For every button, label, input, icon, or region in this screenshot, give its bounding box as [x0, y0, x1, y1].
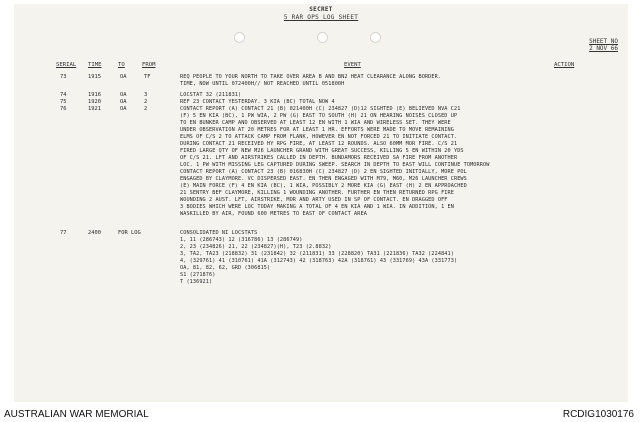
event-line: 3 BODIES WHICH WERE LOC TODAY MAKING A TOTAL OF 4 EN KIA AND 1 WIA. IN ADDITION, 1 EN: [180, 204, 454, 210]
sheet-no-label: SHEET NO: [589, 38, 618, 45]
to-cell: OA: [120, 92, 127, 98]
event-line: T (136921): [180, 279, 213, 285]
document-page: [14, 4, 628, 402]
col-to: TO: [118, 62, 125, 68]
event-line: 4, (329761) 41 (310761) 41A (312743) 42 (318763) 42A (318761) 43 (331769) 43A (331773): [180, 258, 458, 264]
serial-cell: 76: [60, 106, 67, 112]
from-cell: 3: [144, 92, 148, 98]
event-line: CONTACT REPORT (A) CONTACT 23 (B) 016830H (C) 234827 (D) 2 EN SIGHTED INITIALLY, MORE POL: [180, 169, 467, 175]
event-line: LOCSTAT 32 (211831): [180, 92, 242, 98]
to-cell: OA: [120, 74, 127, 80]
punch-hole: [317, 32, 328, 43]
event-line: 1, 11 (286743) 12 (316786) 13 (286749): [180, 237, 303, 243]
time-cell: 1921: [88, 106, 101, 112]
event-line: (F) 5 EN KIA (BC), 1 PW WIA, 2 PW (G) EAST TO SOUTH (H) 21 ON HEARING NOISES CLOSED UP: [180, 113, 458, 119]
col-action: ACTION: [554, 62, 575, 68]
to-cell: OA: [120, 99, 127, 105]
col-event: EVENT: [344, 62, 361, 68]
from-cell: 2: [144, 99, 148, 105]
serial-cell: 77: [60, 230, 67, 236]
event-line: REQ PEOPLE TO YOUR NORTH TO TAKE OVER AREA B AND BN2 HEAT CLEARANCE ALONG BORDER.: [180, 74, 442, 80]
serial-cell: 74: [60, 92, 67, 98]
event-line: CONSOLIDATED NI LOCSTATS: [180, 230, 258, 236]
to-cell: FOR LOG: [118, 230, 141, 236]
time-cell: 1916: [88, 92, 101, 98]
event-line: 21 SENTRY BEF CLAYMORE, KILLING 1 WOUNDING ANOTHER. FURTHER EN THEN RETURNED RPG FIRE: [180, 190, 454, 196]
event-line: TO EN BUNKER CAMP AND OBSERVED AT LEAST 12 EN WITH 1 WIA AND WIRELESS SET. THEY WERE: [180, 120, 451, 126]
event-line: REF 23 CONTACT YESTERDAY. 3 KIA (BC) TOTAL NOW 4: [180, 99, 335, 105]
punch-hole: [370, 32, 381, 43]
from-cell: TF: [144, 74, 151, 80]
event-line: ELMS OF C/S 2 TO ATTACK CAMP FROM FLANK, HOWEVER EN NOT FORCED 21 TO INITIATE CONTACT.: [180, 134, 458, 140]
classification: SECRET: [309, 6, 333, 13]
sheet-date: 2 NOV 66: [589, 45, 618, 52]
event-line: ENGAGED BY CLAYMORE. VC DISPERSED EAST. EN THEN ENGAGED WITH M79, M60, M26 LAUNCHER CREWS: [180, 176, 467, 182]
to-cell: OA: [120, 106, 127, 112]
time-cell: 1920: [88, 99, 101, 105]
event-line: (E) MAIN FORCE (F) 4 EN KIA (BC), 1 WIA, POSSIBLY 2 MORE KIA (G) EAST (H) 2 EN APPROACHED: [180, 183, 467, 189]
punch-hole: [234, 32, 245, 43]
col-from: FROM: [142, 62, 156, 68]
event-line: FIRED LARGE QTY OF NEW M26 LAUNCHER GRAND WITH GREAT SUCCESS, KILLING 5 EN WITHIN 20 YDS: [180, 148, 464, 154]
event-line: OA, 81, 82, 62, GRD (306815): [180, 265, 271, 271]
event-line: S1 (271876): [180, 272, 216, 278]
event-line: OF C/S 21. LFT AND AIRSTRIKES CALLED IN DEPTH. BUNDAMORS RECEIVED SA FIRE FROM ANOTHER: [180, 155, 458, 161]
event-line: CONTACT REPORT (A) CONTACT 21 (B) 021400H (C) 234827 (D)12 SIGHTED (E) BELIEVED NVA C21: [180, 106, 461, 112]
record-id: RCDIG1030176: [562, 409, 634, 420]
event-line: WOUNDING 2 AUST. LFT, AIRSTRIKE, MOR AND ARTY USED IN SP OF CONTACT. EN DRAGGED OFF: [180, 197, 448, 203]
source-credit: AUSTRALIAN WAR MEMORIAL: [4, 409, 149, 420]
col-time: TIME: [88, 62, 102, 68]
serial-cell: 73: [60, 74, 67, 80]
event-line: WASKILLED BY AIR, FOUND 600 METRES TO EAST OF CONTACT AREA: [180, 211, 367, 217]
from-cell: 2: [144, 106, 148, 112]
event-line: TIME, NOW UNTIL 072400H// NOT REACHED UNTIL 051800H: [180, 81, 345, 87]
event-line: 3, TA2, TA23 (218832) 31 (231842) 32 (211831) 33 (228820) TA31 (221836) TA32 (224841): [180, 251, 454, 257]
event-line: UNDER OBSERVATION AT 20 METRES FOR AT LEAST 1 HR. EFFORTS WERE MADE TO MOVE REMAINING: [180, 127, 454, 133]
col-serial: SERIAL: [56, 62, 77, 68]
serial-cell: 75: [60, 99, 67, 105]
time-cell: 2400: [88, 230, 101, 236]
log-sheet-title: 5 RAR OPS LOG SHEET: [283, 14, 359, 21]
event-line: 2, 23 (234826) 21, 22 (234827)(H), T23 (2.8832): [180, 244, 332, 250]
time-cell: 1915: [88, 74, 101, 80]
event-line: DURING CONTACT 21 RECEIVED HY RPG FIRE, AT LEAST 12 ROUNDS. ALSO 60MM MOR FIRE. C/S 21: [180, 141, 458, 147]
event-line: LOC. 1 PW WITH MISSING LEG CAPTURED DURING SWEEP. SEARCH IN DEPTH TO EAST WILL CONTINUE TOMORROW: [180, 162, 490, 168]
